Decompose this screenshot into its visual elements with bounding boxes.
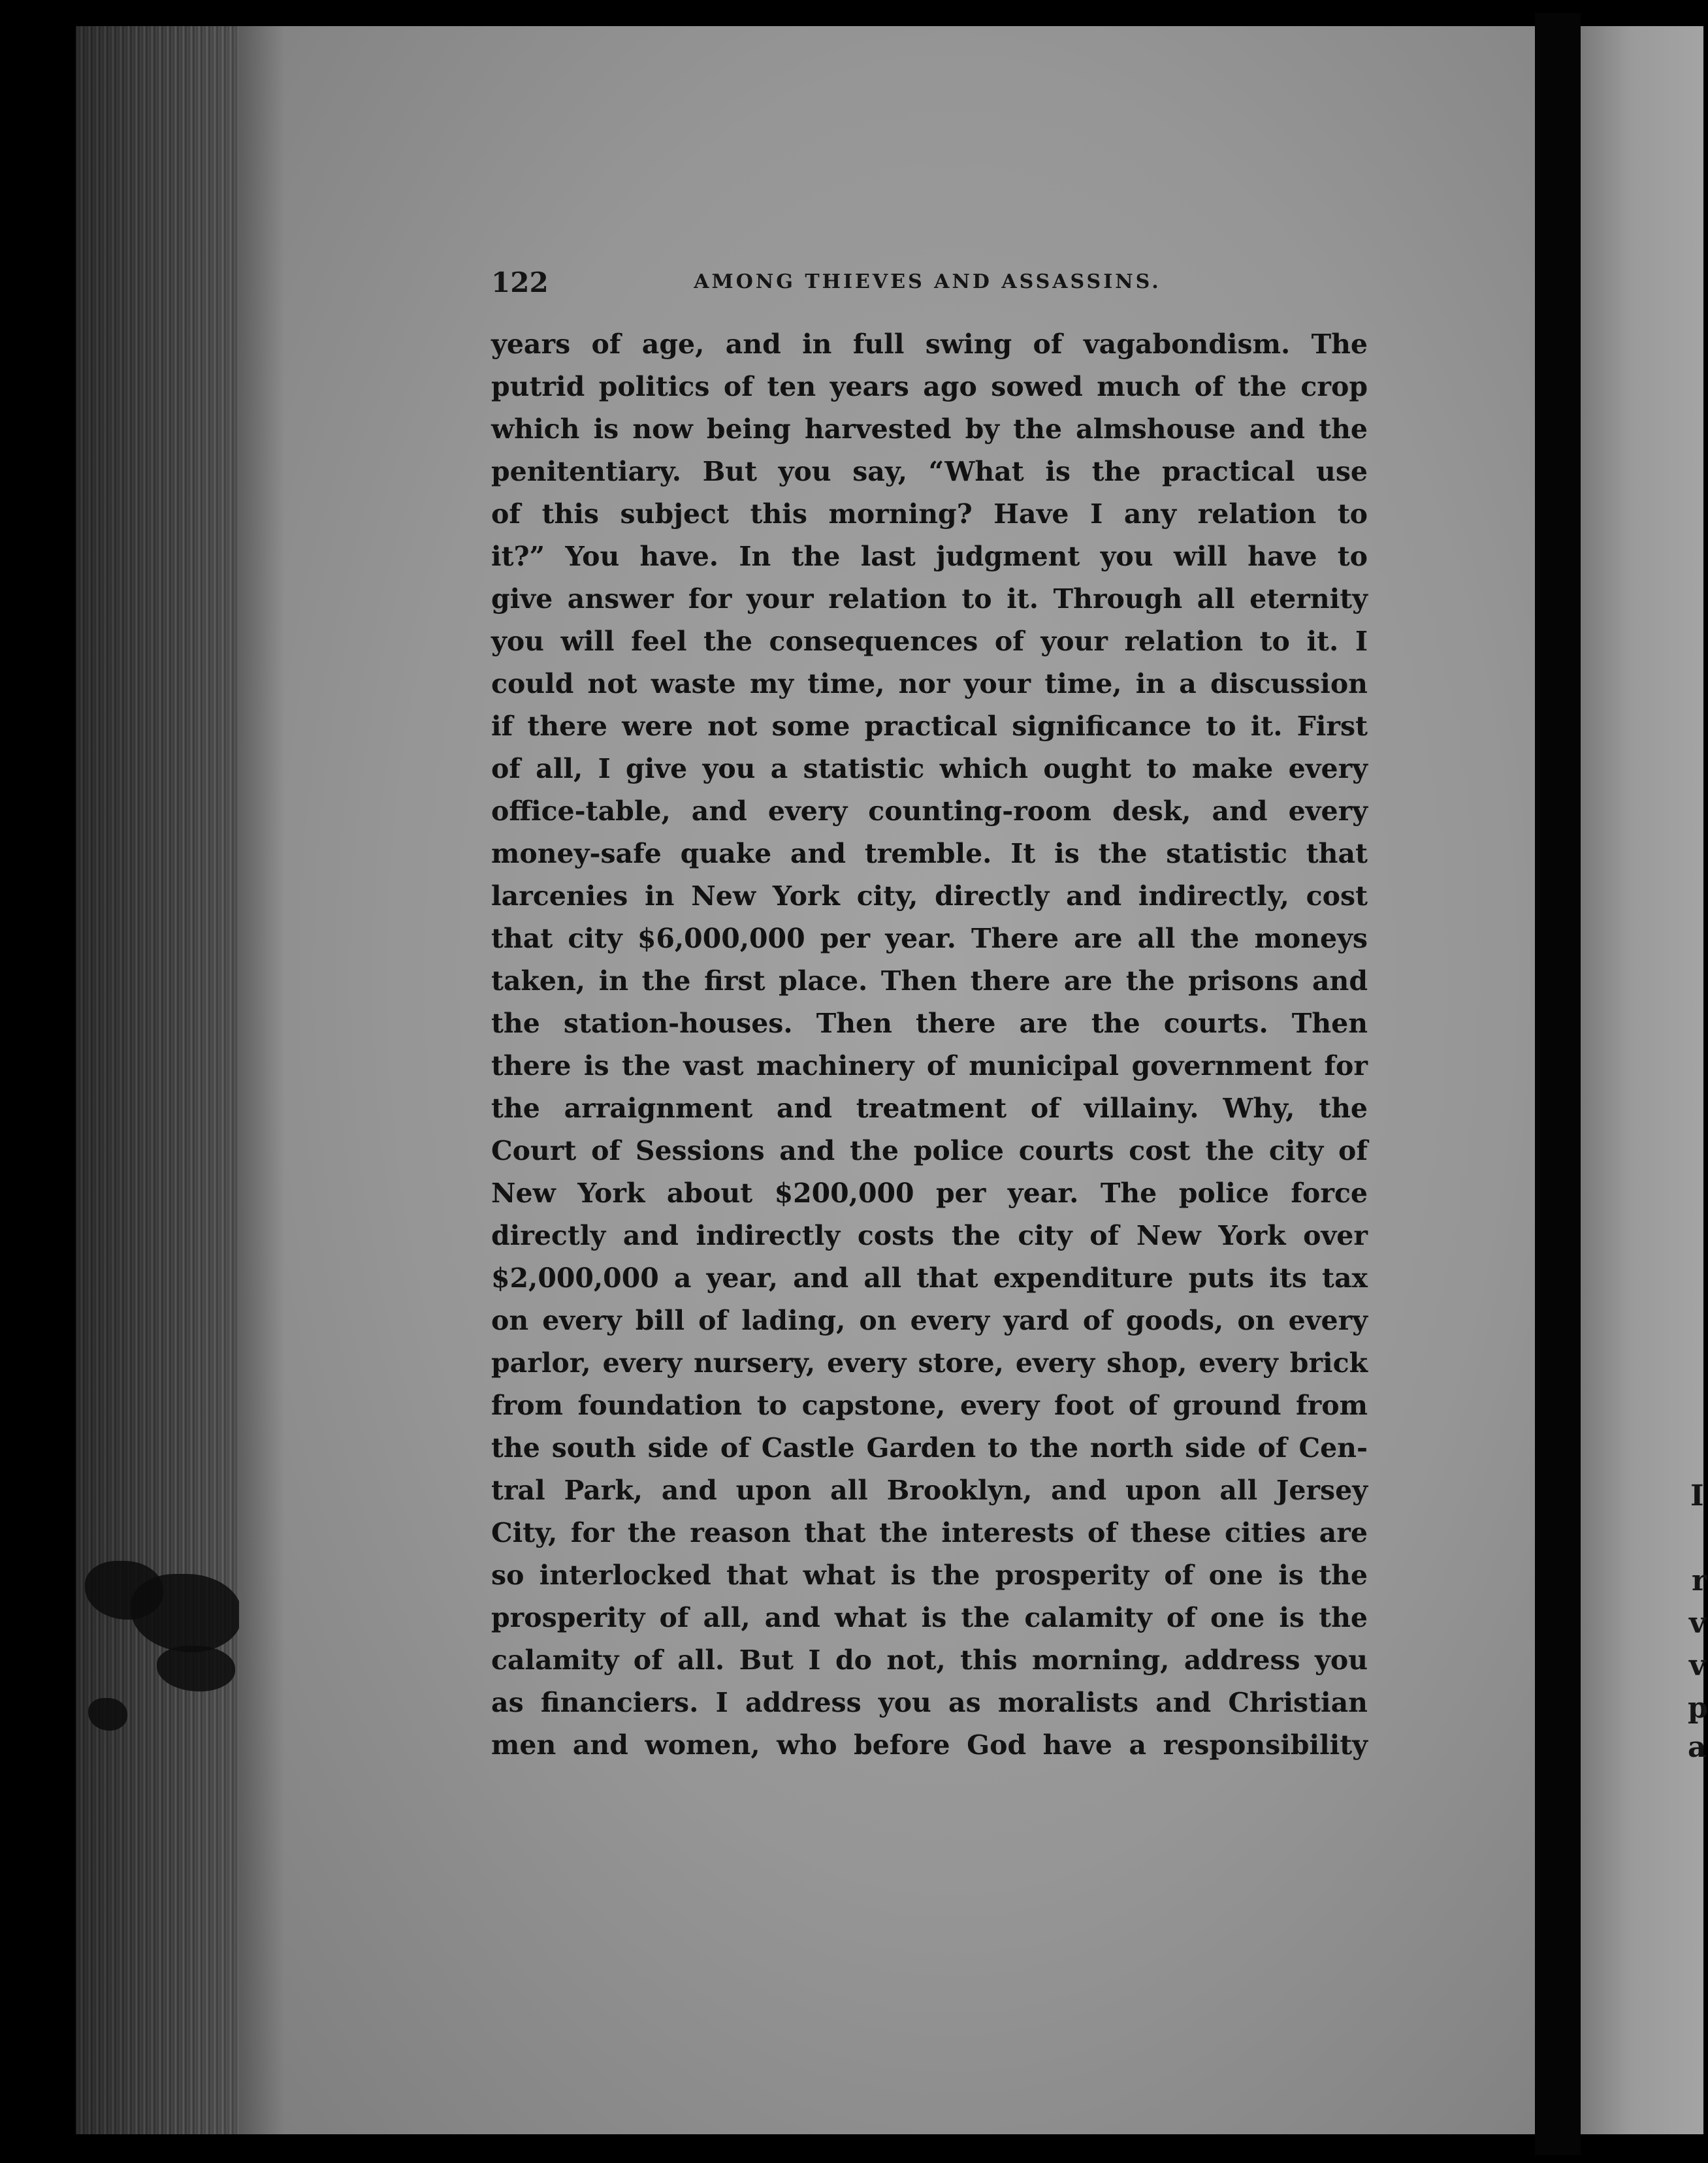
text-line: the station-houses. Then there are the courts. Then — [491, 1008, 1368, 1039]
text-line: on every bill of lading, on every yard of goods, on every — [491, 1305, 1368, 1336]
body-text — [491, 323, 1368, 1767]
text-line: of all, I give you a statistic which ought to make every — [491, 753, 1368, 784]
text-line: if there were not some practical significance to it. First — [491, 711, 1368, 742]
text-line: which is now being harvested by the almshouse and the — [491, 413, 1368, 445]
text-line: from foundation to capstone, every foot of ground from — [491, 1390, 1368, 1421]
book-gutter — [1535, 13, 1581, 2155]
text-line: tral Park, and upon all Brooklyn, and upon all Jersey — [491, 1475, 1368, 1506]
page-edge-shadow — [76, 26, 239, 2134]
text-line: taken, in the first place. Then there are the prisons and — [491, 965, 1368, 997]
text-line: so interlocked that what is the prosperity of one is the — [491, 1560, 1368, 1591]
facing-page-fragment: v — [1689, 1649, 1706, 1682]
text-line: of this subject this morning? Have I any relation to — [491, 498, 1368, 530]
text-line: money-safe quake and tremble. It is the statistic that — [491, 838, 1368, 869]
text-line: New York about $200,000 per year. The police force — [491, 1178, 1368, 1209]
facing-page-fragment: v — [1689, 1607, 1706, 1640]
text-line: as financiers. I address you as moralists and Christian — [491, 1687, 1368, 1718]
facing-page — [1581, 26, 1703, 2134]
text-line: there is the vast machinery of municipal government for — [491, 1050, 1368, 1082]
text-line: office-table, and every counting-room desk, and every — [491, 795, 1368, 827]
running-head: AMONG THIEVES AND ASSASSINS. — [694, 270, 1161, 293]
text-line: putrid politics of ten years ago sowed much of the crop — [491, 371, 1368, 402]
facing-page-fragment: I — [1690, 1479, 1704, 1513]
text-line: you will feel the consequences of your relation to it. I — [491, 626, 1368, 657]
text-line: years of age, and in full swing of vagabondism. The — [491, 328, 1368, 360]
facing-page-fragment: a — [1688, 1731, 1707, 1764]
text-line: could not waste my time, nor your time, in a discussion — [491, 668, 1368, 699]
text-line: Court of Sessions and the police courts cost the city of — [491, 1135, 1368, 1166]
text-line: it?” You have. In the last judgment you will have to — [491, 541, 1368, 572]
page-number: 122 — [491, 266, 549, 298]
text-line: the south side of Castle Garden to the north side of Cen- — [491, 1432, 1368, 1464]
text-line: City, for the reason that the interests of these cities are — [491, 1517, 1368, 1548]
text-line: parlor, every nursery, every store, every shop, every brick — [491, 1347, 1368, 1379]
text-line: larcenies in New York city, directly and indirectly, cost — [491, 880, 1368, 912]
facing-page-fragment: r — [1692, 1564, 1707, 1597]
text-line: men and women, who before God have a responsibility — [491, 1729, 1368, 1761]
facing-page-fragment: p — [1688, 1691, 1708, 1725]
page-inner-shadow — [239, 26, 285, 2134]
text-line: give answer for your relation to it. Through all eternity — [491, 583, 1368, 615]
text-line: calamity of all. But I do not, this morning, address you — [491, 1644, 1368, 1676]
text-line: prosperity of all, and what is the calamity of one is the — [491, 1602, 1368, 1633]
text-line: that city $6,000,000 per year. There are all the moneys — [491, 923, 1368, 954]
text-line: penitentiary. But you say, “What is the practical use — [491, 456, 1368, 487]
text-line: the arraignment and treatment of villainy. Why, the — [491, 1093, 1368, 1124]
text-line: directly and indirectly costs the city of New York over — [491, 1220, 1368, 1251]
text-line: $2,000,000 a year, and all that expenditure puts its tax — [491, 1262, 1368, 1294]
